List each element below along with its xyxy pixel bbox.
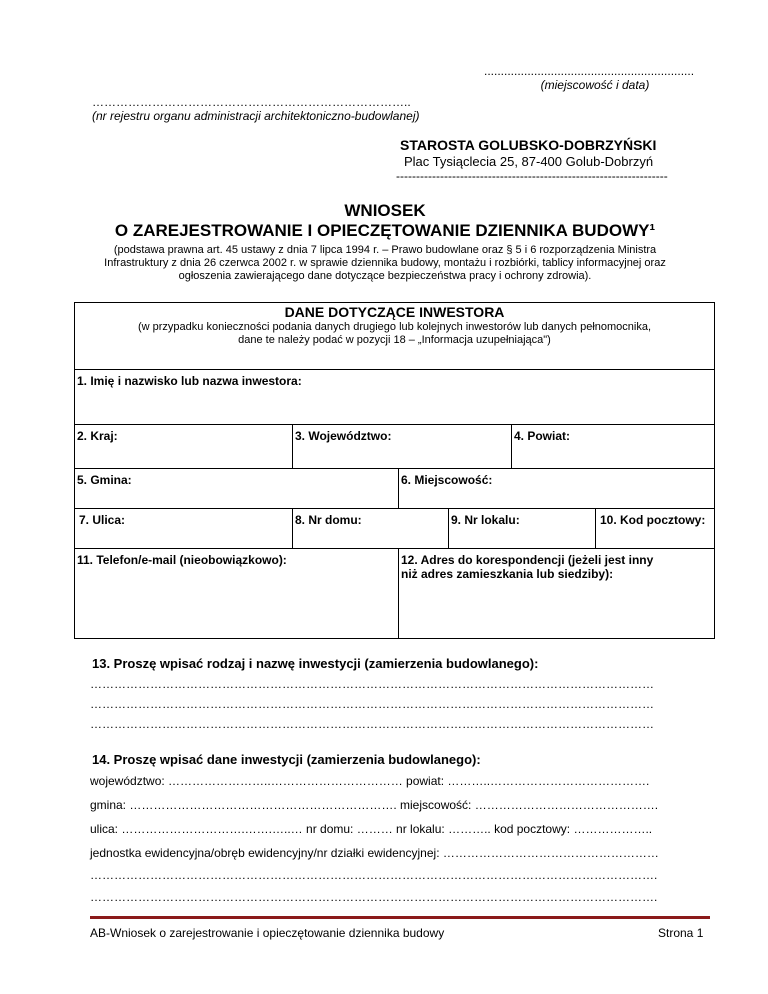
investment-type-line-3[interactable]: ……………………………………………………………………………………………………………………………	[90, 717, 654, 731]
investor-name-label: 1. Imię i nazwisko lub nazwa inwestora:	[77, 374, 302, 388]
investment-type-line-1[interactable]: ……………………………………………………………………………………………………………………………	[90, 677, 654, 691]
locality-field[interactable]	[398, 468, 715, 509]
document-subtitle: O ZAREJESTROWANIE I OPIECZĘTOWANIE DZIENNIKA BUDOWY¹	[114, 221, 656, 240]
investor-section-note	[75, 321, 714, 347]
voivodeship-field[interactable]	[292, 424, 512, 469]
house-number-label: 8. Nr domu:	[295, 513, 362, 527]
phone-email-field[interactable]	[74, 548, 399, 639]
authority-address: Plac Tysiąclecia 25, 87-400 Golub-Dobrzyń	[404, 154, 654, 169]
investment-blank-line-2[interactable]: …………………………………………………………………………………………………………………………….	[90, 890, 658, 904]
footer-divider	[90, 916, 710, 919]
investment-type-title: 13. Proszę wpisać rodzaj i nazwę inwestycji (zamierzenia budowlanego):	[92, 656, 539, 671]
investment-parcel-line[interactable]: jednostka ewidencyjna/obręb ewidencyjny/nr działki ewidencyjnej: ………………………………………………	[90, 846, 659, 860]
investor-note-line-1: (w przypadku konieczności podania danych drugiego lub kolejnych inwestorów lub danych pełnomocnika,	[137, 321, 652, 333]
investor-name-field[interactable]	[74, 369, 715, 425]
commune-label: 5. Gmina:	[77, 473, 132, 487]
footer-document-name: AB-Wniosek o zarejestrowanie i opieczętowanie dziennika budowy	[90, 926, 445, 940]
flat-number-field[interactable]	[448, 508, 596, 549]
country-label: 2. Kraj:	[77, 429, 118, 443]
phone-email-label: 11. Telefon/e-mail (nieobowiązkowo):	[77, 553, 287, 567]
correspondence-label-line-1: 12. Adres do korespondencji (jeżeli jest inny	[401, 553, 654, 567]
authority-divider: --------------------------------------------------------------------	[396, 169, 668, 183]
street-label: 7. Ulica:	[79, 513, 126, 527]
footer-page-number: Strona 1	[658, 926, 704, 940]
postal-code-field[interactable]	[595, 508, 715, 549]
commune-field[interactable]	[74, 468, 399, 509]
investment-type-line-2[interactable]: ……………………………………………………………………………………………………………………………	[90, 697, 654, 711]
registry-number-caption: (nr rejestru organu administracji architektoniczno-budowlanej)	[92, 109, 420, 123]
county-field[interactable]	[511, 424, 715, 469]
flat-number-label: 9. Nr lokalu:	[451, 513, 520, 527]
investment-data-title: 14. Proszę wpisać dane inwestycji (zamierzenia budowlanego):	[92, 752, 481, 767]
investment-voivodeship-county-line[interactable]: województwo: ……………………..…………………………… powiat: ………..………………………………….	[90, 774, 650, 788]
authority-name: STAROSTA GOLUBSKO-DOBRZYŃSKI	[400, 137, 657, 153]
place-date-input-line[interactable]: ...............................................................	[484, 64, 695, 78]
house-number-field[interactable]	[292, 508, 449, 549]
county-label: 4. Powiat:	[514, 429, 571, 443]
investment-blank-line-1[interactable]: …………………………………………………………………………………………………………………………….	[90, 868, 658, 882]
investor-data-table	[74, 302, 715, 639]
voivodeship-label: 3. Województwo:	[295, 429, 392, 443]
document-title: WNIOSEK	[344, 201, 426, 220]
legal-basis-text: (podstawa prawna art. 45 ustawy z dnia 7 lipca 1994 r. – Prawo budowlane oraz § 5 i 6 rozporządzenia Ministra Infrastruktury z dnia 26 czerwca 2002 r. w sprawie dziennika budowy, montażu i rozbiórki, tablicy informacyjnej oraz ogłoszenia zawierającego dane dotyczące bezpieczeństwa pracy i ochrony zdrowia).	[104, 244, 666, 282]
registry-number-input-line[interactable]: ……………………………………………………………………..	[92, 95, 411, 109]
investment-street-address-line[interactable]: ulica: ………………………….…….…..… nr domu: ……… nr lokalu: ……….. kod pocztowy: ………………..	[90, 822, 653, 836]
place-date-caption: (miejscowość i data)	[540, 78, 650, 92]
investor-note-line-2: dane te należy podać w pozycji 18 – „Informacja uzupełniająca")	[238, 334, 551, 346]
country-field[interactable]	[74, 424, 293, 469]
investment-commune-locality-line[interactable]: gmina: …………………………………………………………. miejscowość: ……………………………………….	[90, 798, 659, 812]
locality-label: 6. Miejscowość:	[401, 473, 493, 487]
postal-code-label: 10. Kod pocztowy:	[600, 513, 706, 527]
correspondence-address-field[interactable]	[398, 548, 715, 639]
correspondence-label-line-2: niż adres zamieszkania lub siedziby):	[401, 567, 614, 581]
correspondence-address-label	[401, 553, 653, 581]
street-field[interactable]	[74, 508, 293, 549]
investor-section-title: DANE DOTYCZĄCE INWESTORA	[284, 304, 505, 320]
document-title-block	[60, 201, 710, 283]
